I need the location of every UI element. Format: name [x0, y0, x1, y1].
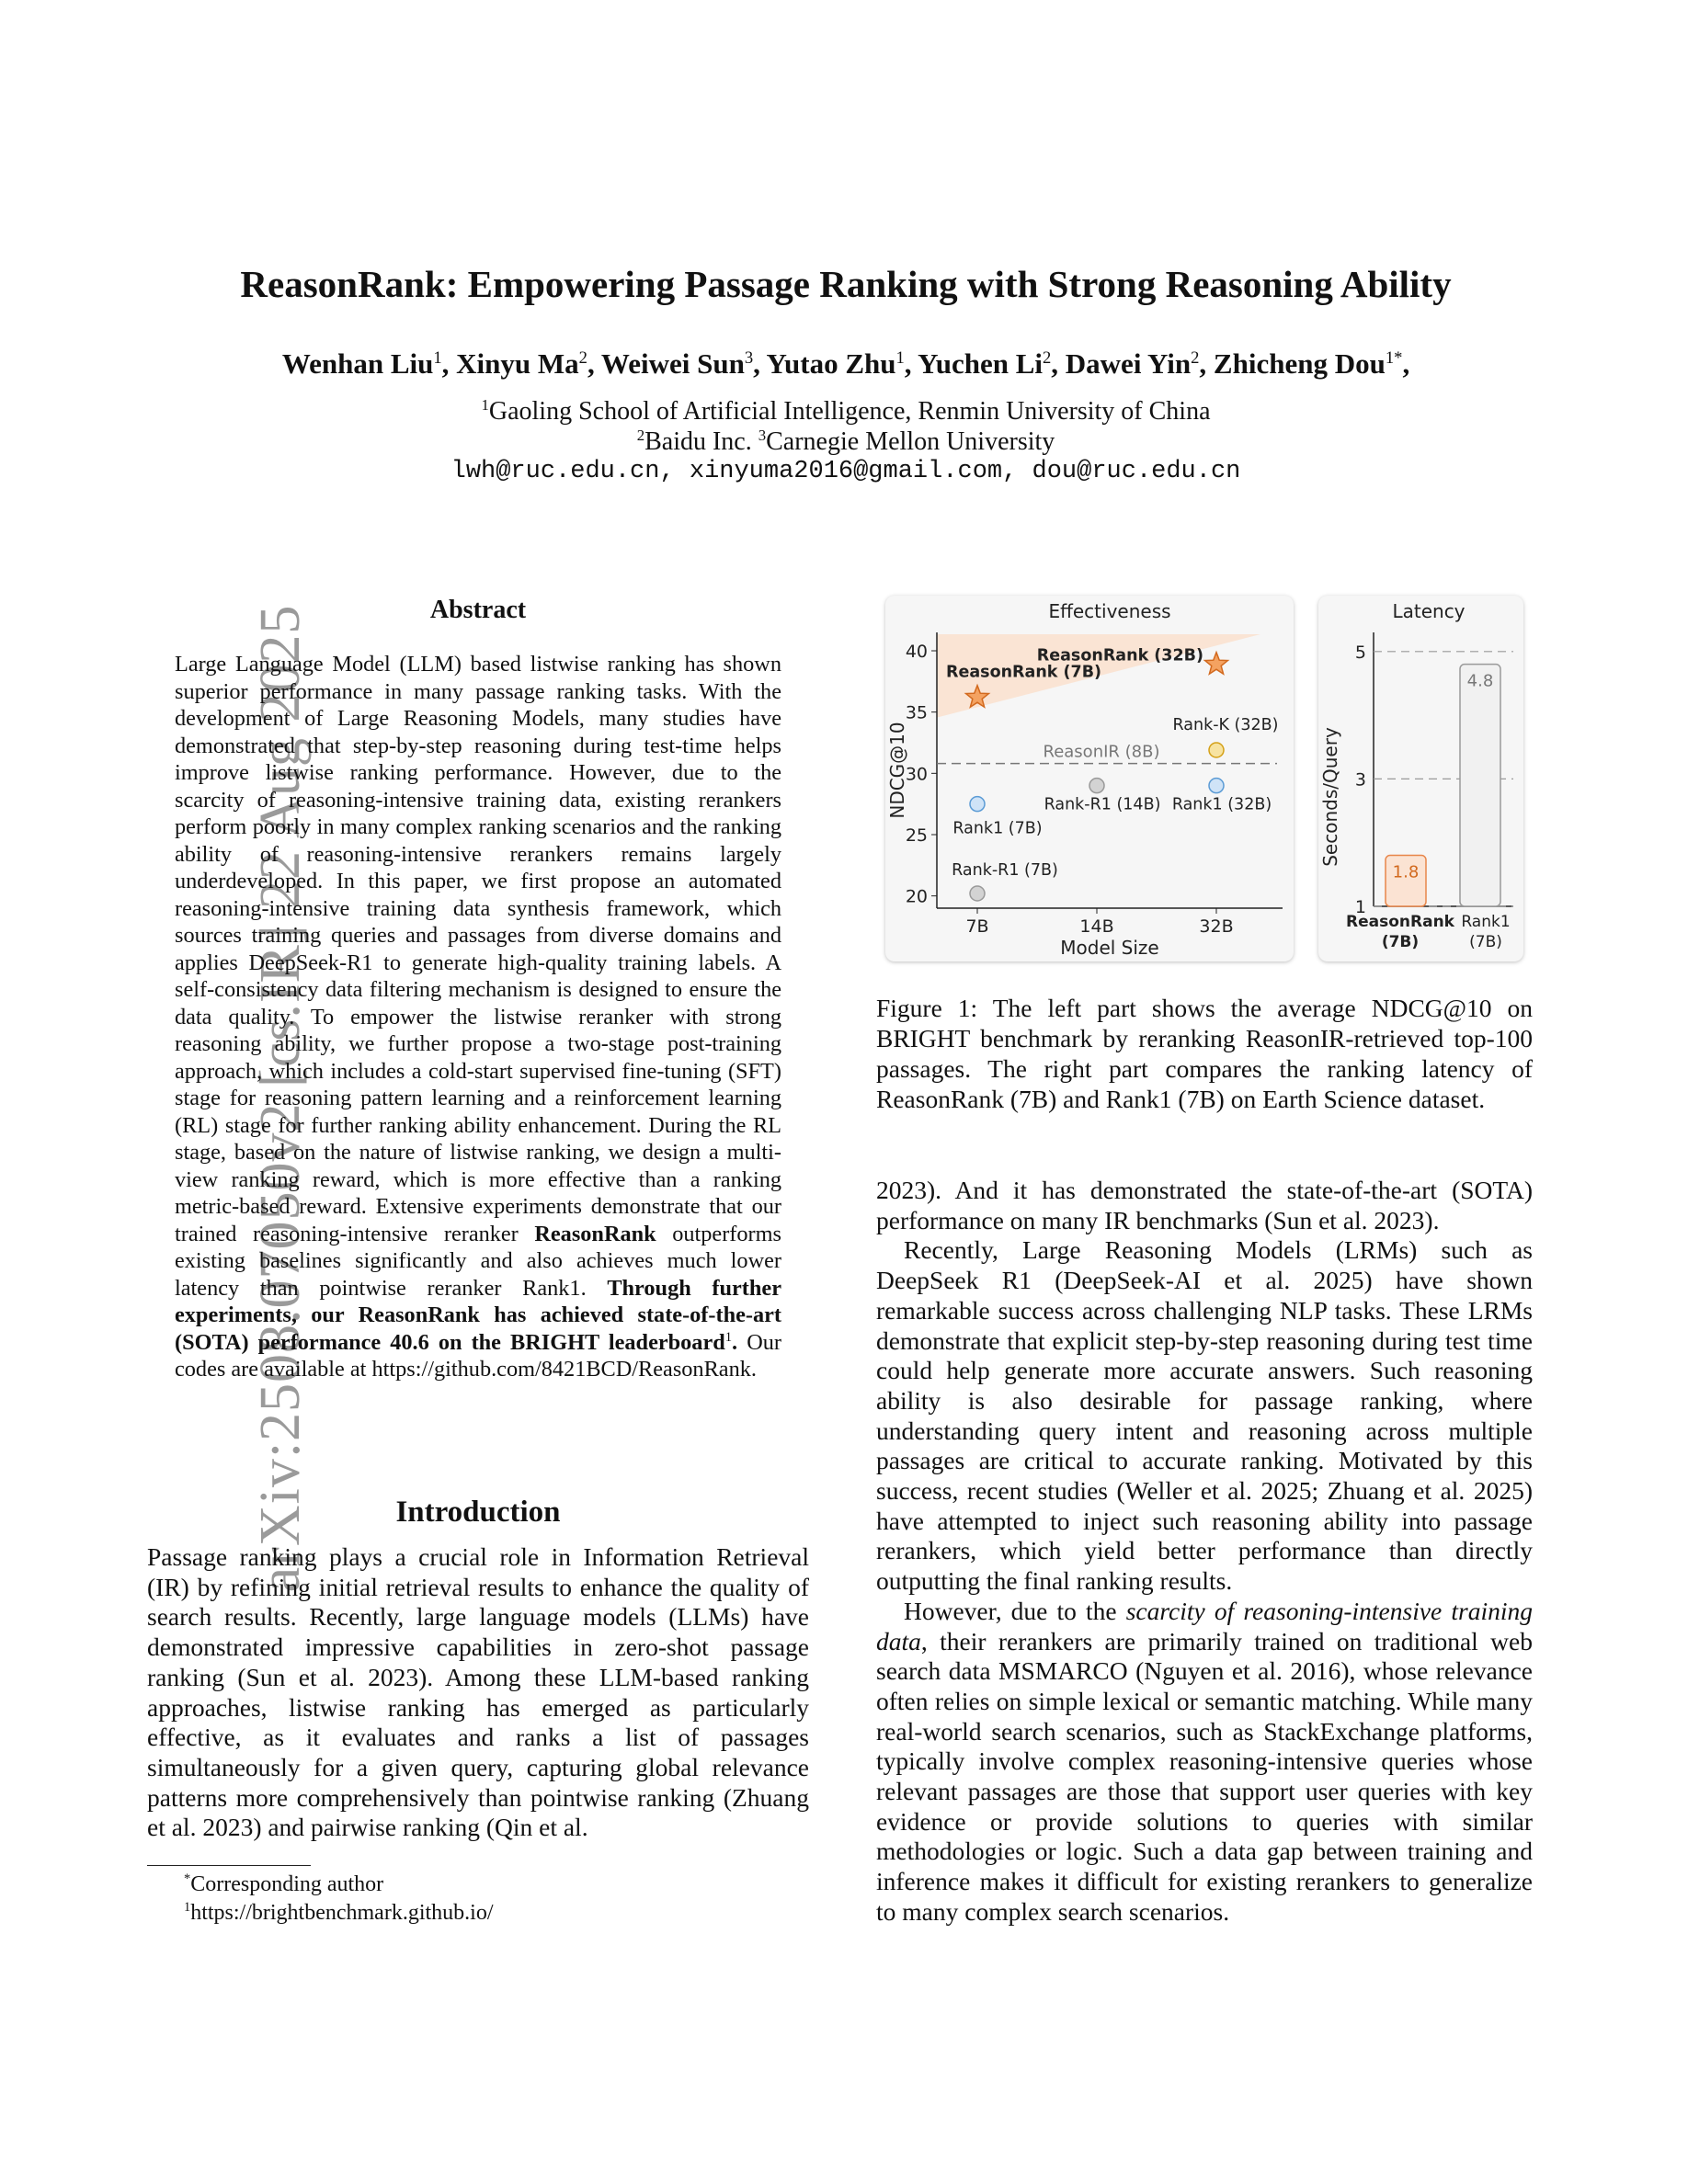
bar-category-label: (7B) [1469, 933, 1502, 951]
data-point-label: Rank1 (32B) [1171, 795, 1272, 814]
x-axis-label: Model Size [1060, 937, 1159, 959]
abstract-heading: Abstract [429, 596, 527, 624]
y-tick-label: 40 [905, 642, 928, 662]
data-point-circle [970, 886, 985, 901]
data-point-label: Rank-R1 (14B) [1044, 795, 1161, 814]
latency-panel [1318, 596, 1523, 961]
latency-bar [1460, 665, 1500, 906]
chart-title: Latency [1392, 600, 1466, 622]
data-point-circle [1209, 779, 1224, 793]
figure-caption: Figure 1: The left part shows the average NDCG@10 on BRIGHT benchmark by reranking ReasonIR-retrieved top-100 passages. The right part compares the ranking latency of ReasonRank (7B) and Rank1 (7B) on Earth Science dataset. [876, 994, 1533, 1113]
author-name: Wenhan Liu [281, 347, 434, 380]
y-tick-label: 1 [1354, 897, 1366, 917]
latency-chart [1318, 596, 1523, 961]
reference-line-label: ReasonIR (8B) [1043, 742, 1160, 762]
data-point-circle [970, 797, 985, 812]
data-point-label: Rank1 (7B) [952, 819, 1043, 838]
y-tick-label: 5 [1354, 642, 1366, 663]
author-affiliation-mark: 2 [1042, 347, 1052, 368]
data-point-label: ReasonRank (7B) [946, 663, 1102, 682]
author-name: Yuchen Li [918, 347, 1043, 380]
bar-category-label: ReasonRank [1346, 913, 1454, 931]
author-list: Wenhan Liu$^1$, Xinyu Ma$^2$, Weiwei Sun$^3$, Yutao Zhu$^1$, Yuchen Li$^2$, Dawei Yin$^2$, Zhicheng Dou$^{1*}$, [281, 347, 1410, 380]
author-name: Dawei Yin [1065, 347, 1192, 380]
author-affiliation-mark: 2 [1191, 347, 1200, 368]
y-tick-label: 30 [905, 764, 928, 785]
introduction-paragraph: Passage ranking plays a crucial role in Information Retrieval (IR) by refining initial retrieval results to enhance the quality of search results. Recently, large language models (LLMs) have demonstrated impressive capabilities in zero-shot passage ranking (Sun et al. 2023). Among these LLM-based ranking approaches, listwise ranking has emerged as particularly effective, as it evaluates and ranks a list of passages simultaneously for a given query, capturing global relevance patterns more comprehensively than pointwise ranking (Zhuang et al. 2023) and pairwise ranking (Qin et al. [147, 1542, 809, 1842]
bar-category-label: (7B) [1381, 933, 1420, 951]
right-paragraph-2: Recently, Large Reasoning Models (LRMs) such as DeepSeek R1 (DeepSeek-AI et al. 2025) have shown remarkable success across challenging NLP tasks. These LRMs demonstrate that explicit step-by-step reasoning during test time could help generate more accurate answers. Such reasoning ability is also desirable for passage ranking, where understanding query intent and reasoning across multiple passages are critical to accurate ranking. Motivated by this success, recent studies (Weller et al. 2025; Zhuang et al. 2025) have attempted to inject such reasoning ability into passage rerankers, which yield better performance than directly outputting the final ranking results. [876, 1235, 1533, 1596]
data-point-label: Rank-R1 (7B) [952, 861, 1058, 880]
author-affiliation-mark: 2 [578, 347, 587, 368]
footnote-rule [147, 1865, 311, 1866]
affiliation-line-2: $^2$Baidu Inc. $^3$Carnegie Mellon University [636, 426, 1055, 456]
x-tick-label: 7B [965, 916, 989, 937]
author-name: Xinyu Ma [456, 347, 579, 380]
paper-title: ReasonRank: Empowering Passage Ranking with Strong Reasoning Ability [240, 263, 1452, 305]
right-paragraph-1: 2023). And it has demonstrated the state-of-the-art (SOTA) performance on many IR benchmarks (Sun et al. 2023). [876, 1176, 1533, 1234]
right-paragraph-3: However, due to the scarcity of reasoning-intensive training data, their rerankers are primarily trained on traditional web search data MSMARCO (Nguyen et al. 2016), whose relevance often relies on simple lexical or semantic matching. While many real-world search scenarios, such as StackExchange platforms, typically involve complex reasoning-intensive queries whose relevant passages are those that support user queries with key evidence or provide solutions to queries with similar methodologies or logic. Such a data gap between training and inference makes it difficult for existing rerankers to generalize to many complex search scenarios. [876, 1596, 1533, 1926]
y-tick-label: 20 [905, 886, 928, 907]
author-affiliation-mark: 3 [744, 347, 754, 368]
x-tick-label: 14B [1079, 916, 1114, 937]
footnote-corresponding: *Corresponding author [184, 1871, 384, 1896]
y-axis-label: NDCG@10 [886, 722, 908, 819]
abstract-body: Large Language Model (LLM) based listwise ranking has shown superior performance in many passage ranking tasks. With the development of Large Reasoning Models, many studies have demonstrated that step-by-step reasoning during test-time helps improve listwise ranking performance. However, due to the scarcity of reasoning-intensive training data, existing rerankers perform poorly in many complex ranking scenarios and the ranking ability of reasoning-intensive rerankers remains largely underdeveloped. In this paper, we first propose an automated reasoning-intensive training data synthesis framework, which sources training queries and passages from diverse domains and applies DeepSeek-R1 to generate high-quality training labels. A self-consistency data filtering mechanism is designed to ensure the data quality. To empower the listwise reranker with strong reasoning ability, we further propose a two-stage post-training approach, which includes a cold-start supervised fine-tuning (SFT) stage for reasoning pattern learning and a reinforcement learning (RL) stage for further ranking ability enhancement. During the RL stage, based on the nature of listwise ranking, we design a multi-view ranking reward, which is more effective than a ranking metric-based reward. Extensive experiments demonstrate that our trained reasoning-intensive reranker ReasonRank outperforms existing baselines significantly and also achieves much lower latency than pointwise reranker Rank1. Through further experiments, our ReasonRank has achieved state-of-the-art (SOTA) performance 40.6 on the BRIGHT leaderboard$^1$. Our codes are available at https://github.com/8421BCD/ReasonRank. [175, 652, 781, 1382]
data-point-circle [1209, 743, 1224, 757]
y-tick-label: 25 [905, 825, 928, 846]
footnote-bright-link: $^1$https://brightbenchmark.github.io/ [184, 1900, 494, 1925]
author-affiliation-mark: 1* [1385, 347, 1403, 368]
author-emails: lwh@ruc.edu.cn, xinyuma2016@gmail.com, dou@ruc.edu.cn [451, 458, 1241, 485]
effectiveness-chart [885, 596, 1294, 961]
bar-value-label: 1.8 [1392, 862, 1420, 882]
author-name: Yutao Zhu [766, 347, 896, 380]
bar-category-label: Rank1 [1461, 913, 1511, 931]
bar-value-label: 4.8 [1466, 671, 1494, 691]
right-column-body [876, 1176, 1533, 1928]
data-point-circle [1089, 779, 1104, 793]
affiliation-line-1: $^1$Gaoling School of Artificial Intelligence, Renmin University of China [481, 395, 1211, 426]
y-tick-label: 3 [1354, 769, 1366, 791]
author-affiliation-mark: 1 [433, 347, 442, 368]
y-tick-label: 35 [905, 702, 928, 723]
effectiveness-panel [885, 596, 1294, 961]
y-axis-label: Seconds/Query [1319, 727, 1341, 867]
arxiv-side-stamp: arXiv:2508.07050v2 [cs.IR] 22 Aug 2025 [249, 604, 312, 1593]
author-name: Zhicheng Dou [1213, 347, 1386, 380]
data-point-label: ReasonRank (32B) [1036, 646, 1203, 665]
x-tick-label: 32B [1199, 916, 1234, 937]
data-point-label: Rank-K (32B) [1172, 716, 1279, 734]
author-name: Weiwei Sun [600, 347, 745, 380]
author-affiliation-mark: 1 [895, 347, 905, 368]
chart-title: Effectiveness [1048, 600, 1171, 622]
introduction-heading: Introduction [395, 1496, 561, 1529]
data-point-star [1205, 653, 1228, 675]
footnotes [184, 1871, 809, 1928]
